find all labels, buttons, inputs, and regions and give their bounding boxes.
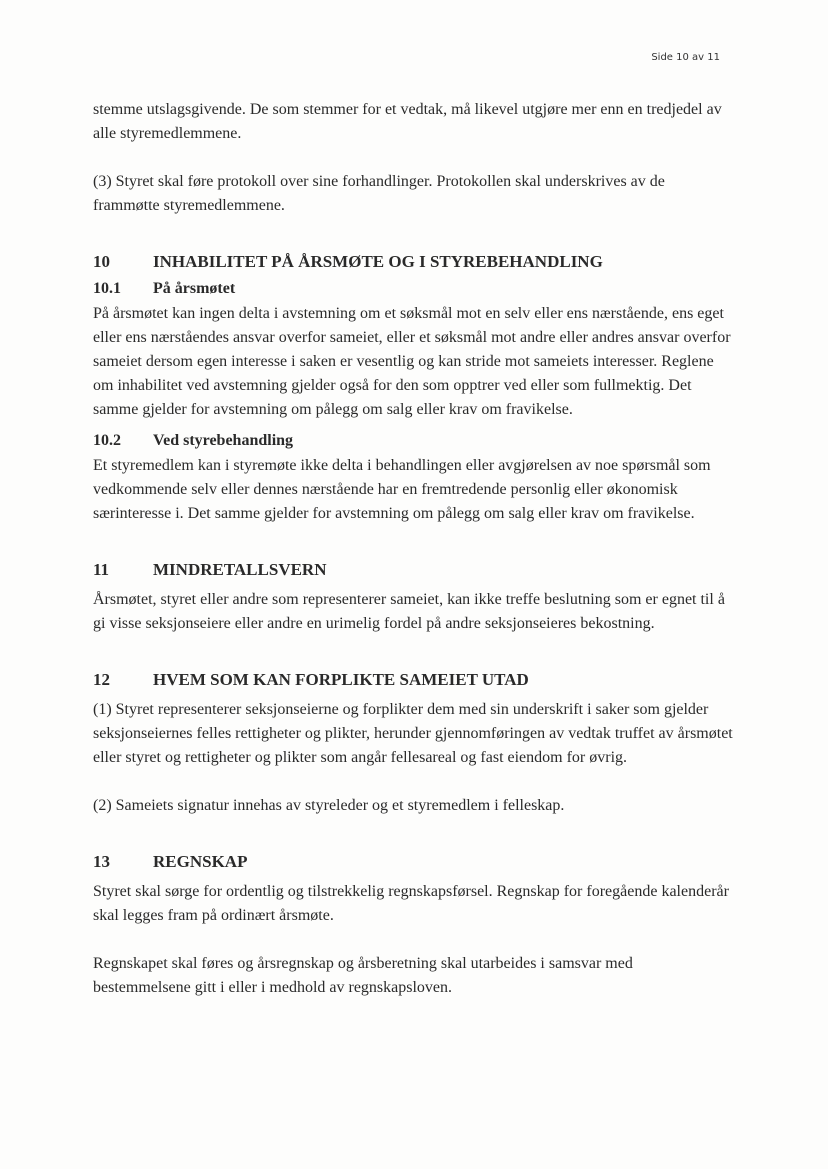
section-number: 10 xyxy=(93,252,110,271)
section-11-text: Årsmøtet, styret eller andre som representerer sameiet, kan ikke treffe beslutning som er egnet til å gi visse seksjonseiere eller andre en urimelig fordel på andre seksjonseieres bekostning. xyxy=(93,591,725,632)
section-number: 12 xyxy=(93,670,110,689)
subsection-number: 10.1 xyxy=(93,280,121,297)
intro-paragraph: stemme utslagsgivende. De som stemmer for et vedtak, må likevel utgjøre mer enn en tredjedel av alle styremedlemmene. xyxy=(93,101,722,142)
section-12-heading xyxy=(93,670,733,690)
section-11-heading xyxy=(93,560,733,580)
subsection-10-1-heading xyxy=(93,280,733,298)
page-number: Side 10 av 11 xyxy=(651,52,720,63)
subsection-title: På årsmøtet xyxy=(153,280,236,297)
subsection-10-2-heading xyxy=(93,432,733,450)
section-number: 13 xyxy=(93,852,110,871)
section-title: REGNSKAP xyxy=(153,852,248,871)
section-title: MINDRETALLSVERN xyxy=(153,560,327,579)
section-title: INHABILITET PÅ ÅRSMØTE OG I STYREBEHANDLING xyxy=(153,252,603,271)
protocol-paragraph: (3) Styret skal føre protokoll over sine forhandlinger. Protokollen skal underskrives av de frammøtte styremedlemmene. xyxy=(93,173,665,214)
section-13-paragraph-1: Styret skal sørge for ordentlig og tilstrekkelig regnskapsførsel. Regnskap for foregående kalenderår skal legges fram på ordinært årsmøte. xyxy=(93,883,729,924)
section-13-heading xyxy=(93,852,733,872)
section-13-paragraph-2: Regnskapet skal føres og årsregnskap og årsberetning skal utarbeides i samsvar med bestemmelsene gitt i eller i medhold av regnskapsloven. xyxy=(93,955,633,996)
subsection-number: 10.2 xyxy=(93,432,121,449)
subsection-10-1-text: På årsmøtet kan ingen delta i avstemning om et søksmål mot en selv eller ens nærstående, ens eget eller ens nærståendes ansvar overfor sameiet, eller et søksmål mot andre eller andres ansvar overfor sameiet dersom egen interesse i saken er vesentlig og kan stride mot sameiets interesser. Reglene om inhabilitet ved avstemning gjelder også for den som opptrer ved eller som fullmektig. Det samme gjelder for avstemning om pålegg om salg eller krav om fravikelse. xyxy=(93,305,731,418)
section-title: HVEM SOM KAN FORPLIKTE SAMEIET UTAD xyxy=(153,670,529,689)
section-10-heading xyxy=(93,252,733,272)
section-12-paragraph-2: (2) Sameiets signatur innehas av styreleder og et styremedlem i felleskap. xyxy=(93,797,565,814)
subsection-title: Ved styrebehandling xyxy=(153,432,294,449)
page-content xyxy=(93,98,733,1000)
section-number: 11 xyxy=(93,560,110,579)
subsection-10-2-text: Et styremedlem kan i styremøte ikke delta i behandlingen eller avgjørelsen av noe spørsmål som vedkommende selv eller dennes nærstående har en fremtredende personlig eller økonomisk særinteresse i. Det samme gjelder for avstemning om pålegg om salg eller krav om fravikelse. xyxy=(93,457,711,522)
section-12-paragraph-1: (1) Styret representerer seksjonseierne og forplikter dem med sin underskrift i saker som gjelder seksjonseiernes felles rettigheter og plikter, herunder gjennomføringen av vedtak truffet av årsmøtet eller styret og rettigheter og plikter som angår fellesareal og fast eiendom for øvrig. xyxy=(93,701,733,766)
